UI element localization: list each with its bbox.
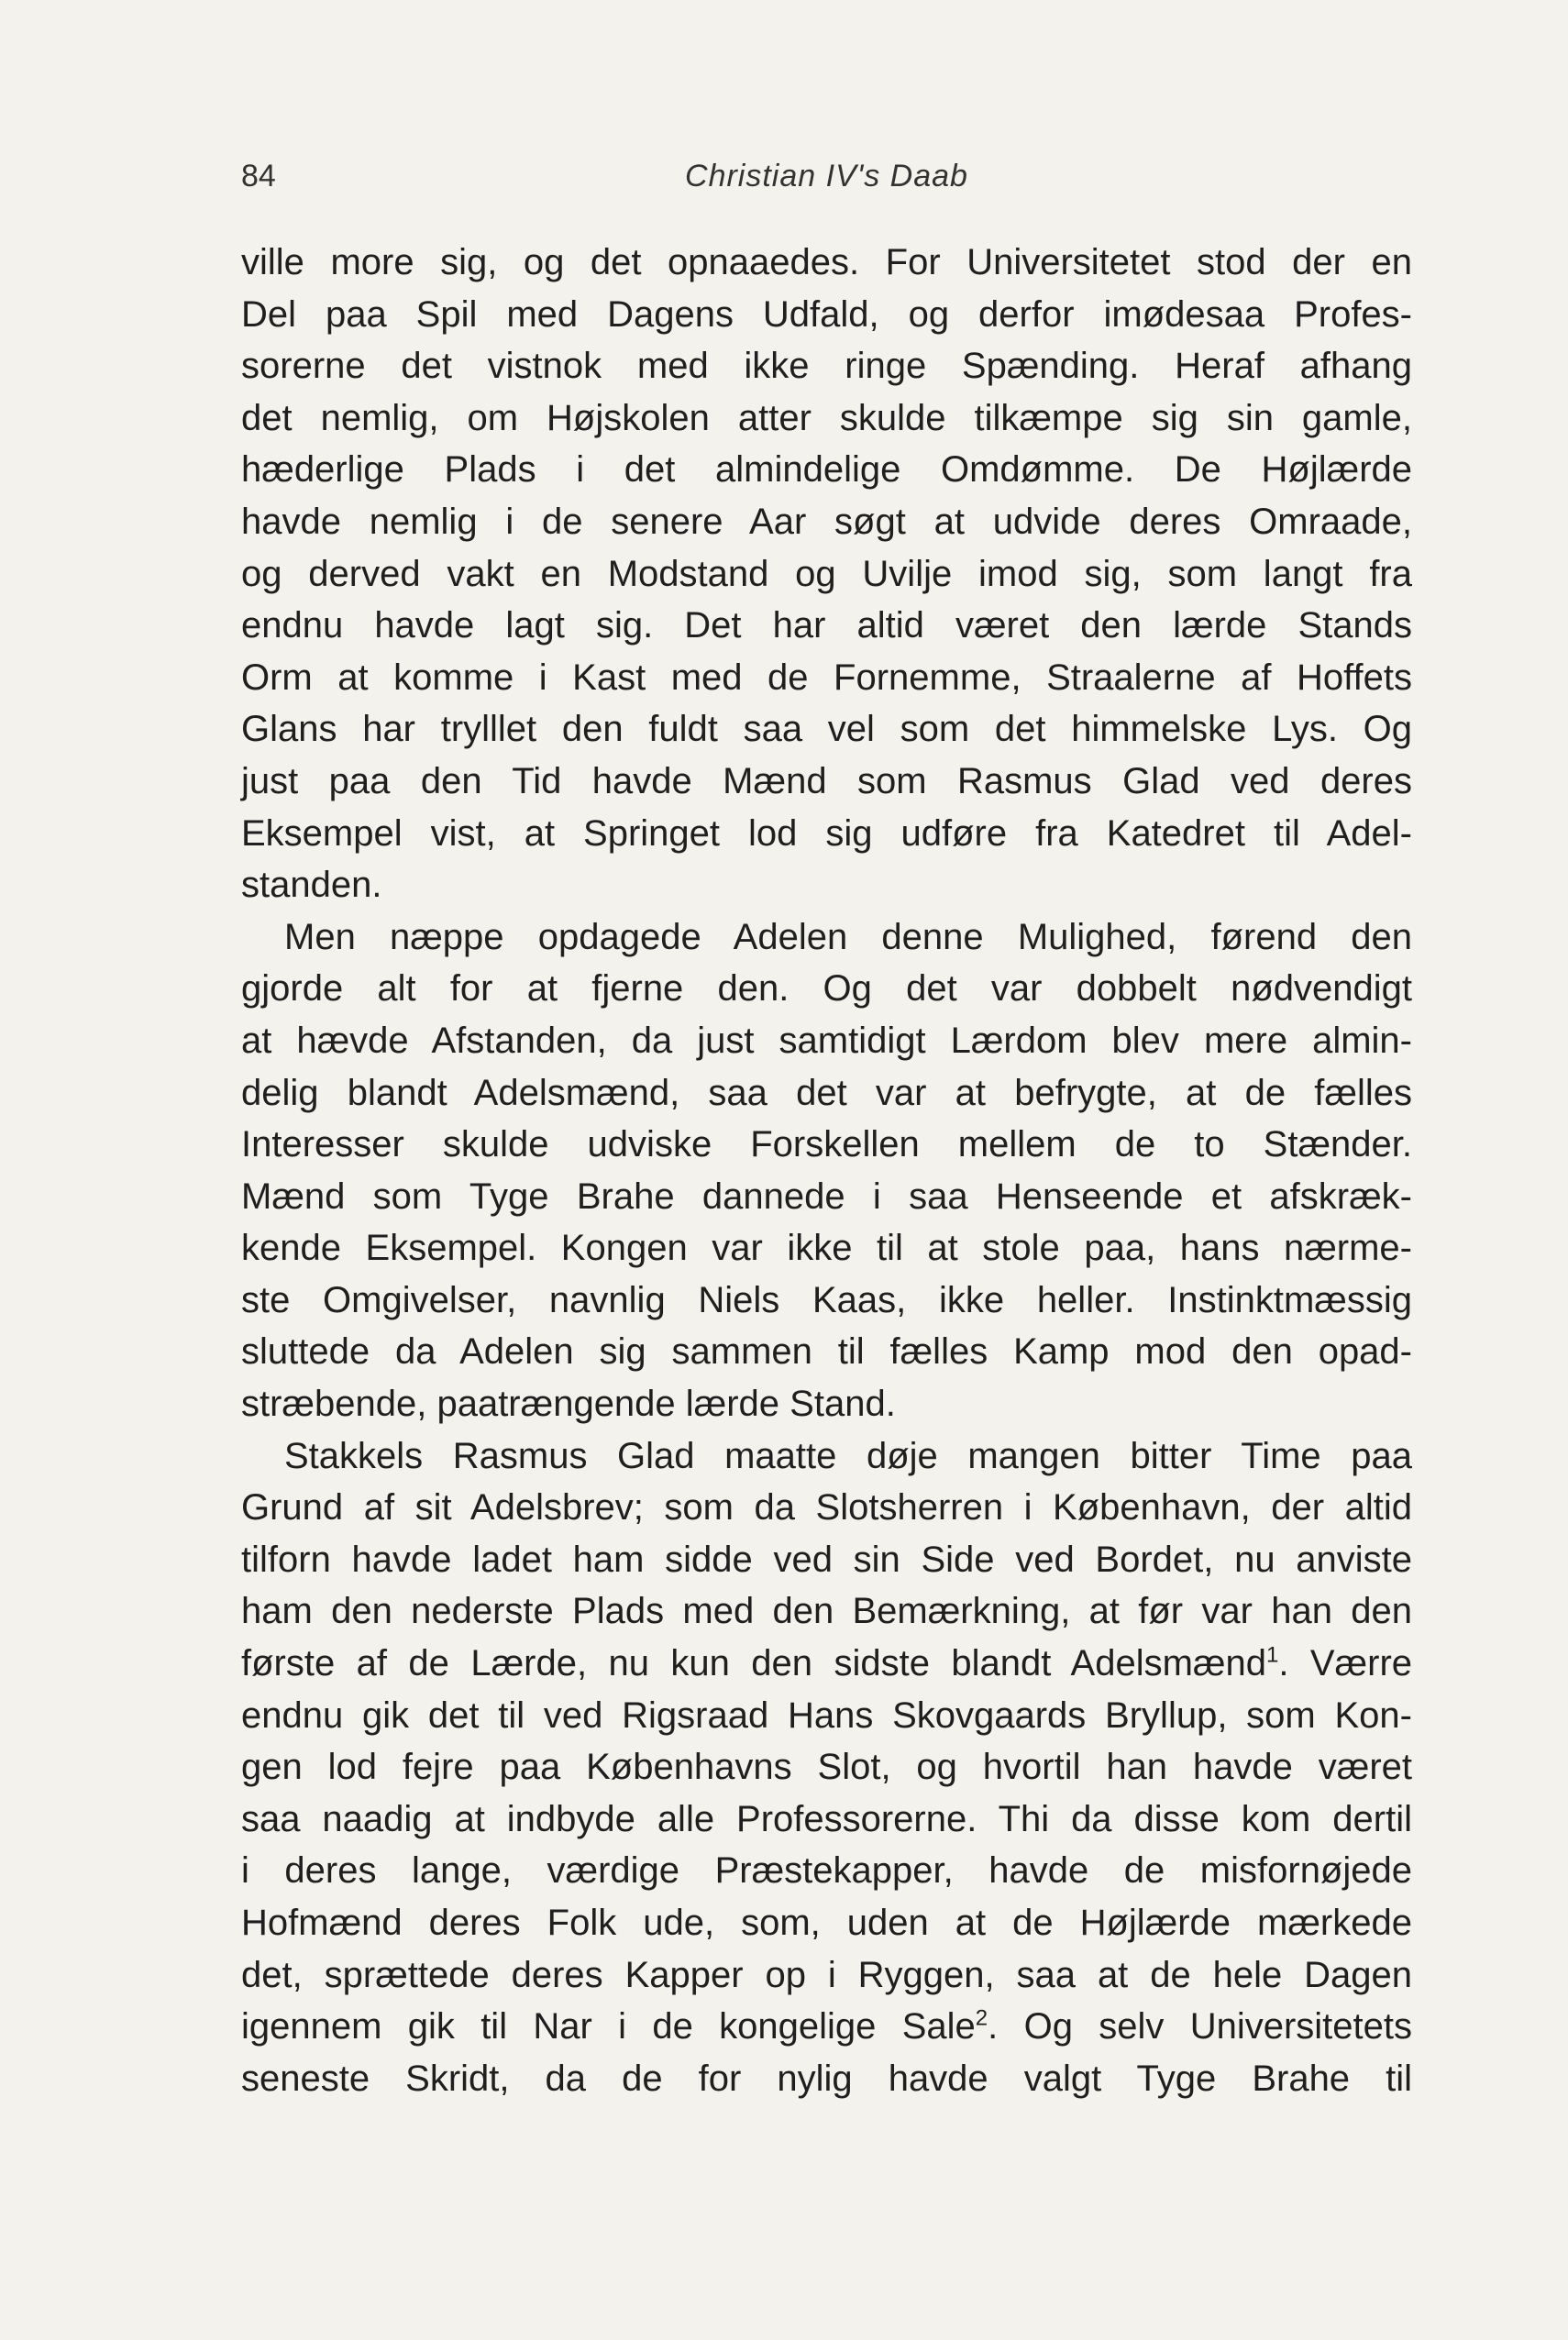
body-text [241,237,1412,2104]
text-line: det nemlig, om Højskolen atter skulde tilkæmpe sig sin gamle, [241,397,1412,438]
text-line: Interesser skulde udviske Forskellen mellem de to Stænder. [241,1124,1412,1165]
text-line: ste Omgivelser, navnlig Niels Kaas, ikke heller. Instinktmæssig [241,1279,1412,1320]
text-line: Stakkels Rasmus Glad maatte døje mangen bitter Time paa [284,1435,1412,1476]
text-line: ham den nederste Plads med den Bemærkning, at før var han den [241,1591,1412,1632]
text-line: det, sprættede deres Kapper op i Ryggen, saa at de hele Dagen [241,1954,1412,1995]
text-line-tail: . Værre [1278,1643,1413,1684]
text-line: gen lod fejre paa Københavns Slot, og hvortil han havde været [241,1747,1412,1788]
footnote-marker: 2 [975,2005,988,2031]
text-line: saa naadig at indbyde alle Professorerne. Thi da disse kom dertil [241,1798,1412,1839]
text-line: seneste Skridt, da de for nylig havde valgt Tyge Brahe til [241,2058,1412,2099]
text-line: og derved vakt en Modstand og Uvilje imod sig, som langt fra [241,553,1412,594]
text-line: standen. [241,865,382,906]
text-line: Eksempel vist, at Springet lod sig udføre fra Katedret til Adel- [241,812,1412,854]
text-line: just paa den Tid havde Mænd som Rasmus Glad ved deres [241,760,1412,801]
text-line-main: første af de Lærde, nu kun den sidste blandt Adelsmænd [241,1643,1266,1684]
text-line: Glans har trylllet den fuldt saa vel som det himmelske Lys. Og [241,709,1412,750]
text-line: Mænd som Tyge Brahe dannede i saa Henseende et afskræk- [241,1176,1412,1217]
text-line [241,2001,1412,2053]
text-line: Grund af sit Adelsbrev; som da Slotsherren i København, der altid [241,1487,1412,1529]
text-line: Orm at komme i Kast med de Fornemme, Straalerne af Hoffets [241,657,1412,698]
text-line-tail: . Og selv Universitetets [988,2006,1413,2048]
text-line: delig blandt Adelsmænd, saa det var at befrygte, at de fælles [241,1072,1412,1113]
text-line: stræbende, paatrængende lærde Stand. [241,1384,896,1425]
text-line: endnu gik det til ved Rigsraad Hans Skovgaards Bryllup, som Kon- [241,1694,1412,1736]
text-line: i deres lange, værdige Præstekapper, havde de misfornøjede [241,1850,1412,1892]
text-line: ville more sig, og det opnaaedes. For Universitetet stod der en [241,242,1412,282]
text-line: Hofmænd deres Folk ude, som, uden at de Højlærde mærkede [241,1903,1412,1943]
text-line: sorerne det vistnok med ikke ringe Spænding. Heraf afhang [241,346,1412,387]
footnote-marker: 1 [1265,1642,1279,1668]
running-head [241,154,1412,198]
text-line: at hævde Afstanden, da just samtidigt Lærdom blev mere almin- [241,1020,1412,1061]
text-line: havde nemlig i de senere Aar søgt at udvide deres Omraade, [241,501,1412,542]
running-title: Christian IV's Daab [685,159,968,193]
text-line: sluttede da Adelen sig sammen til fælles Kamp mod den opad- [241,1331,1412,1373]
text-line: Men næppe opdagede Adelen denne Mulighed, førend den [284,916,1412,957]
text-line: endnu havde lagt sig. Det har altid været den lærde Stands [241,605,1412,646]
text-line: Del paa Spil med Dagens Udfald, og derfor imødesaa Profes- [241,293,1412,335]
text-line-main: igennem gik til Nar i de kongelige Sale [241,2006,976,2048]
text-line [241,1638,1412,1690]
text-line: kende Eksempel. Kongen var ikke til at stole paa, hans nærme- [241,1228,1412,1269]
text-line: hæderlige Plads i det almindelige Omdømme. De Højlærde [241,449,1412,491]
text-line: tilforn havde ladet ham sidde ved sin Side ved Bordet, nu anviste [241,1539,1412,1580]
text-line: gjorde alt for at fjerne den. Og det var dobbelt nødvendigt [241,968,1412,1010]
page-number: 84 [241,159,276,193]
